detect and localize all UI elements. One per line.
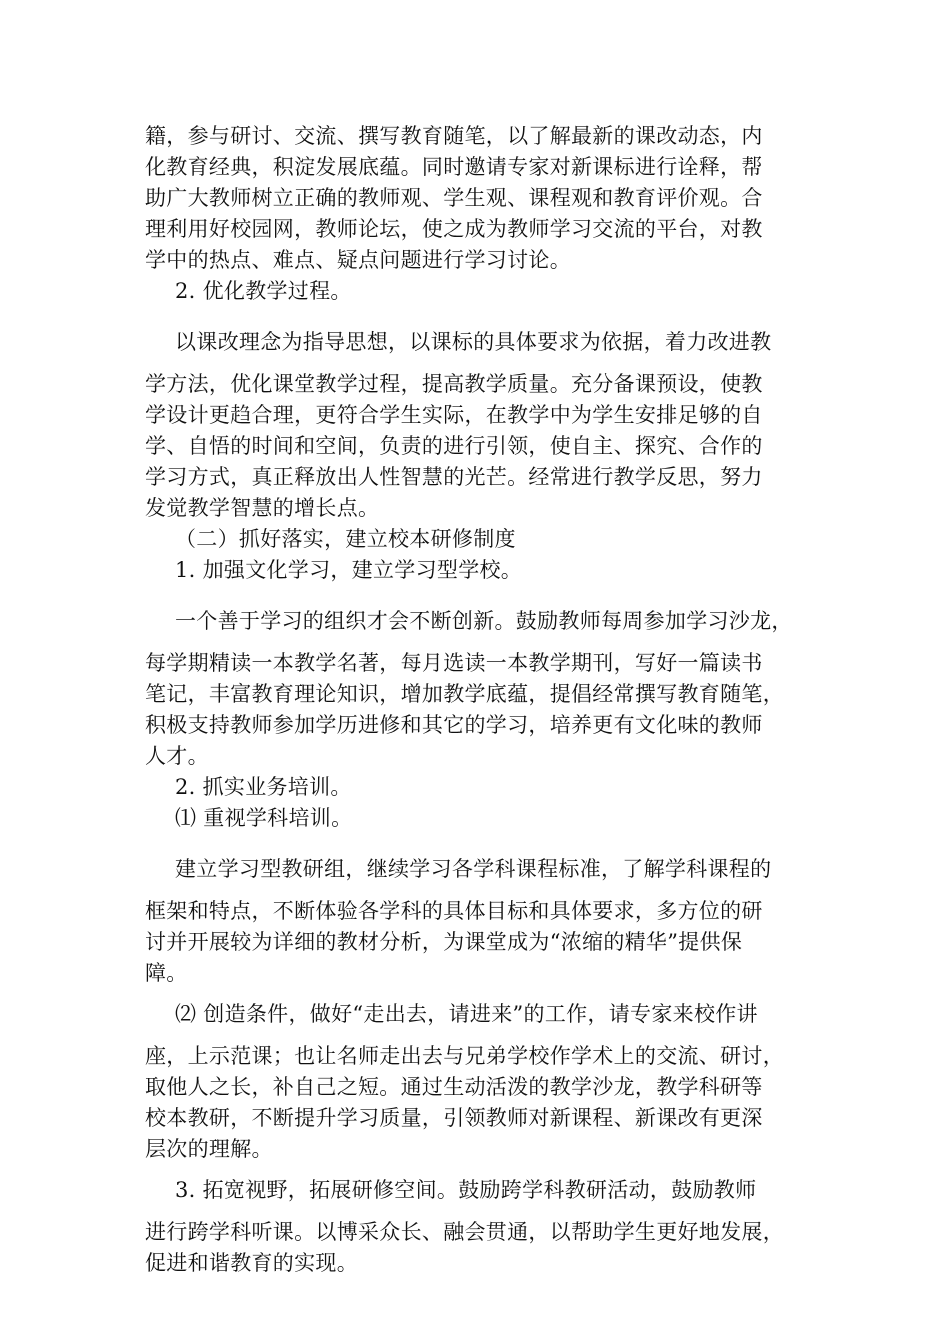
text-line: 讨并开展较为详细的教材分析，为课堂成为“浓缩的精华”提供保 [145,930,743,954]
text-line: 以课改理念为指导思想，以课标的具体要求为依据，着力改进教 [175,330,772,354]
text-line: 3. 拓宽视野，拓展研修空间。鼓励跨学科教研活动，鼓励教师 [175,1178,757,1202]
text-line: 每学期精读一本教学名著，每月选读一本教学期刊，写好一篇读书 [145,651,763,675]
text-line: 人才。 [145,744,209,768]
text-line: 助广大教师树立正确的教师观、学生观、课程观和教育评价观。合 [145,186,763,210]
text-line: 座，上示范课；也让名师走出去与兄弟学校作学术上的交流、研讨， [145,1044,784,1068]
text-line: 障。 [145,961,188,985]
paragraph-1 [145,121,805,276]
text-line: 一个善于学习的组织才会不断创新。鼓励教师每周参加学习沙龙， [175,609,793,633]
paragraph-5 [145,999,805,1165]
text-line: ⑵ 创造条件，做好“走出去，请进来”的工作，请专家来校作讲 [175,1002,758,1026]
text-line: 促进和谐教育的实现。 [145,1251,358,1275]
text-line: 进行跨学科听课。以博采众长、融会贯通，以帮助学生更好地发展， [145,1220,784,1244]
text-line: 籍，参与研讨、交流、撰写教育随笔，以了解最新的课改动态，内 [145,124,763,148]
text-line: 建立学习型教研组，继续学习各学科课程标准，了解学科课程的 [175,857,772,881]
text-line: 积极支持教师参加学历进修和其它的学习，培养更有文化味的教师 [145,713,763,737]
paragraph-4 [145,854,805,989]
text-line: 学方法，优化课堂教学过程，提高教学质量。充分备课预设，使教 [145,372,763,396]
heading-section-two: （二）抓好落实，建立校本研修制度 [175,527,516,551]
text-line: 学习方式，真正释放出人性智慧的光芒。经常进行教学反思，努力 [145,465,763,489]
paragraph-6 [145,1175,805,1279]
heading-optimize-teaching: 2. 优化教学过程。 [175,279,352,303]
text-line: 层次的理解。 [145,1137,273,1161]
text-line: 校本教研，不断提升学习质量，引领教师对新课程、新课改有更深 [145,1106,763,1130]
text-line: 发觉教学智慧的增长点。 [145,496,380,520]
document-page [145,121,805,1279]
text-line: 取他人之长，补自己之短。通过生动活泼的教学沙龙，教学科研等 [145,1075,763,1099]
text-line: 学设计更趋合理，更符合学生实际，在教学中为学生安排足够的自 [145,403,763,427]
heading-subject-training: ⑴ 重视学科培训。 [175,806,353,830]
heading-business-training: 2. 抓实业务培训。 [175,775,352,799]
text-line: 框架和特点，不断体验各学科的具体目标和具体要求，多方位的研 [145,899,763,923]
text-line: 理利用好校园网，教师论坛，使之成为教师学习交流的平台，对教 [145,217,763,241]
text-line: 化教育经典，积淀发展底蕴。同时邀请专家对新课标进行诠释，帮 [145,155,763,179]
text-line: 学、自悟的时间和空间，负责的进行引领，使自主、探究、合作的 [145,434,763,458]
text-line: 学中的热点、难点、疑点问题进行学习讨论。 [145,248,571,272]
heading-culture-learning: 1. 加强文化学习，建立学习型学校。 [175,558,523,582]
text-line: 笔记，丰富教育理论知识，增加教学底蕴，提倡经常撰写教育随笔， [145,682,784,706]
paragraph-3 [145,606,805,772]
paragraph-2 [145,327,805,524]
